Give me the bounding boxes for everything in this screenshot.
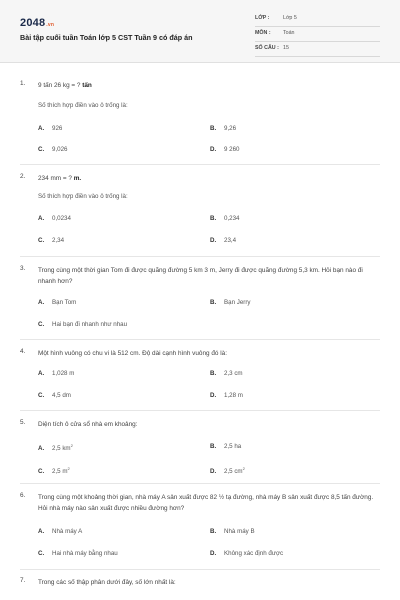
option-d[interactable]: D. 1,28 m (210, 392, 243, 399)
option-b[interactable]: B. 2,5 ha (210, 443, 242, 450)
option-d[interactable]: D. 2,5 $cm^2$ (210, 466, 245, 476)
option-a[interactable]: A. 2,5 $km^2$ (38, 443, 73, 453)
option-b[interactable]: B. 0,234 (210, 215, 240, 222)
option-a[interactable]: A. 926 (38, 125, 63, 132)
header (0, 0, 400, 63)
meta-count (255, 42, 380, 57)
question-number: 2. (20, 173, 26, 180)
option-c[interactable]: C. 2,5 $m^2$ (38, 466, 70, 476)
question-instruction: Số thích hợp điền vào ô trống là: (38, 193, 128, 200)
question-text: Diện tích ô cửa sổ nhà em khoảng: (38, 421, 138, 428)
meta-class-value: Lớp 5 (283, 15, 297, 21)
option-a[interactable]: A. 0,0234 (38, 215, 71, 222)
divider (20, 410, 380, 411)
option-b[interactable]: B. Nhà máy B (210, 528, 255, 535)
option-c[interactable]: C. Hai nhà máy bằng nhau (38, 550, 118, 557)
question-number: 1. (20, 80, 26, 87)
option-c[interactable]: C. Hai bạn đi nhanh như nhau (38, 321, 128, 328)
meta-class (255, 12, 380, 27)
site-logo[interactable]: 2048.vn (20, 17, 55, 29)
question-text: Trong cùng một thời gian Tom đi được quãng đường 5 km 3 m, Jerry đi được quãng đường 5,3 km. Hỏi bạn nào đi nhanh hơn? (38, 267, 363, 285)
option-a[interactable]: A. Bạn Tom (38, 299, 77, 306)
option-a[interactable]: A. Nhà máy A (38, 528, 83, 535)
option-a[interactable]: A. 1,028 m (38, 370, 75, 377)
option-c[interactable]: C. 4,5 dm (38, 392, 71, 399)
meta-subject-value: Toán (283, 30, 295, 36)
option-b[interactable]: B. 2,3 cm (210, 370, 243, 377)
divider (20, 339, 380, 340)
divider (20, 569, 380, 570)
option-c[interactable]: C. 9,026 (38, 146, 68, 153)
option-c[interactable]: C. 2,34 (38, 237, 65, 244)
question-number: 7. (20, 577, 26, 584)
question-text: Một hình vuông có chu vi là 512 cm. Độ dài cạnh hình vuông đó là: (38, 350, 227, 357)
question-text: Trong cùng một khoảng thời gian, nhà máy A sản xuất được 82 ½ tạ đường, nhà máy B sản xuất được 8,5 tấn đường. Hỏi nhà máy nào sản xuất được nhiều đường hơn? (38, 494, 374, 512)
divider (20, 483, 380, 484)
question-number: 3. (20, 265, 26, 272)
option-d[interactable]: D. 23,4 (210, 237, 237, 244)
option-b[interactable]: B. 9,26 (210, 125, 237, 132)
question-text: Trong các số thập phân dưới đây, số lớn nhất là: (38, 579, 176, 586)
question-number: 5. (20, 419, 26, 426)
meta-subject (255, 27, 380, 42)
meta-class-key: LỚP : (255, 15, 270, 21)
question-instruction: Số thích hợp điền vào ô trống là: (38, 102, 128, 109)
divider (20, 164, 380, 165)
page-title: Bài tập cuối tuần Toán lớp 5 CST Tuần 9 có đáp án (20, 33, 193, 42)
question-text: 9 tấn 26 kg = ? tấn (38, 82, 92, 89)
option-d[interactable]: D. Không xác định được (210, 550, 284, 557)
question-number: 6. (20, 492, 26, 499)
divider (20, 256, 380, 257)
question-text: 234 mm = ? m. (38, 175, 82, 182)
question-number: 4. (20, 348, 26, 355)
option-b[interactable]: B. Bạn Jerry (210, 299, 251, 306)
meta-count-value: 15 (283, 45, 289, 51)
meta-count-key: SỐ CÂU : (255, 45, 279, 51)
meta-subject-key: MÔN : (255, 30, 271, 36)
option-d[interactable]: D. 9 260 (210, 146, 240, 153)
